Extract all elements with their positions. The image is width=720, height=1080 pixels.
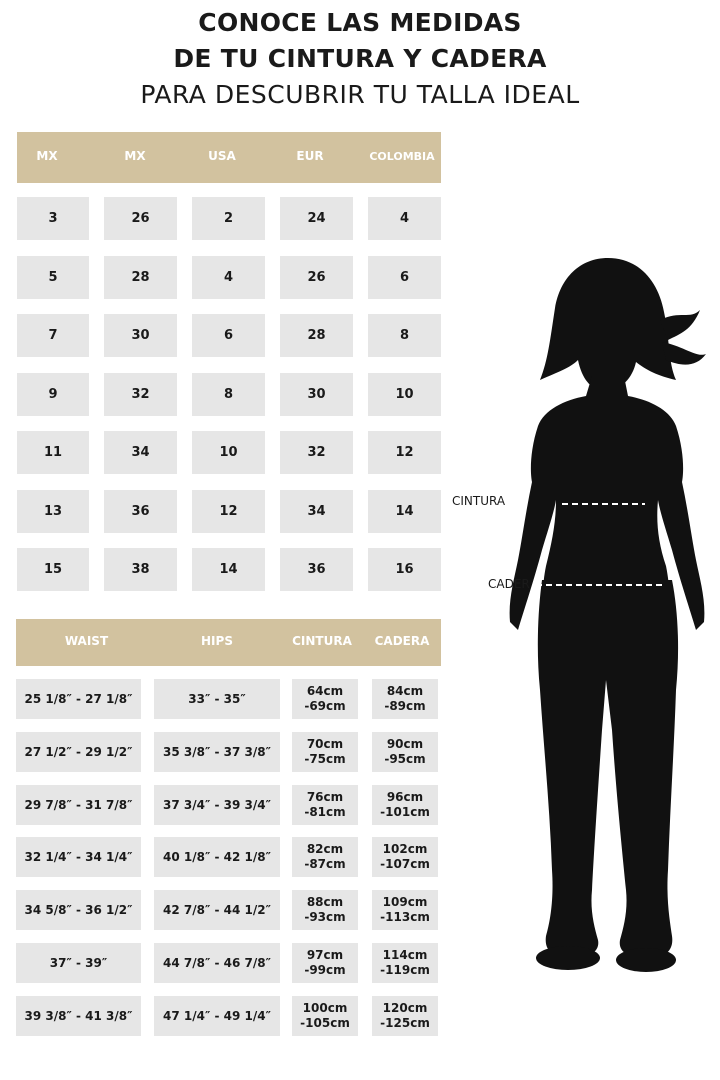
measure-cm-start: 70cm	[306, 737, 344, 751]
measure-cm-end: -107cm	[380, 857, 430, 871]
measure-cm-end: -101cm	[380, 805, 430, 819]
measure-cm-start: 120cm	[382, 1001, 428, 1015]
size-cell: 10	[368, 373, 441, 416]
size-cell: 4	[368, 197, 441, 240]
measure-cm-end: -69cm	[304, 699, 346, 713]
size-cell: 8	[368, 314, 441, 357]
size-cell: 7	[17, 314, 89, 357]
measure-cm-end: -119cm	[380, 963, 430, 977]
size-cell: 34	[104, 431, 177, 474]
measure-cm-start: 90cm	[386, 737, 424, 751]
measure-inch-cell: 29 7/8″ - 31 7/8″	[16, 785, 141, 825]
title-line-2: DE TU CINTURA Y CADERA	[173, 44, 547, 73]
measure-cm-cell	[292, 943, 358, 983]
measure-inch-cell: 37″ - 39″	[16, 943, 141, 983]
size-cell: 2	[192, 197, 265, 240]
size-header-mx-1: MX	[36, 149, 58, 163]
measure-header-cadera: CADERA	[374, 634, 430, 648]
measure-cm-end: -99cm	[304, 963, 346, 977]
size-cell: 12	[192, 490, 265, 533]
measure-cm-cell	[292, 679, 358, 719]
measure-cm-cell	[372, 785, 438, 825]
size-header-usa: USA	[208, 149, 236, 163]
measure-cm-cell	[292, 890, 358, 930]
measure-inch-cell: 33″ - 35″	[154, 679, 280, 719]
measure-cm-cell	[372, 996, 438, 1036]
measure-cm-start: 100cm	[302, 1001, 348, 1015]
size-cell: 26	[280, 256, 353, 299]
measure-cm-start: 76cm	[306, 790, 344, 804]
size-cell: 34	[280, 490, 353, 533]
waist-label: CINTURA	[452, 494, 506, 508]
measure-cm-cell	[292, 732, 358, 772]
measure-inch-cell: 37 3/4″ - 39 3/4″	[154, 785, 280, 825]
size-cell: 30	[104, 314, 177, 357]
size-cell: 16	[368, 548, 441, 591]
measure-cm-start: 97cm	[306, 948, 344, 962]
size-cell: 28	[280, 314, 353, 357]
measure-inch-cell: 42 7/8″ - 44 1/2″	[154, 890, 280, 930]
size-cell: 5	[17, 256, 89, 299]
measure-inch-cell: 35 3/8″ - 37 3/8″	[154, 732, 280, 772]
title-line-3: PARA DESCUBRIR TU TALLA IDEAL	[140, 80, 580, 109]
measure-cm-end: -113cm	[380, 910, 430, 924]
size-cell: 36	[280, 548, 353, 591]
size-cell: 28	[104, 256, 177, 299]
measure-cm-end: -75cm	[304, 752, 346, 766]
measure-header-cintura: CINTURA	[292, 634, 352, 648]
size-cell: 32	[104, 373, 177, 416]
measure-cm-cell	[372, 732, 438, 772]
size-header-eur: EUR	[296, 149, 324, 163]
title-line-1: CONOCE LAS MEDIDAS	[198, 8, 522, 37]
measure-cm-end: -81cm	[304, 805, 346, 819]
measure-inch-cell: 47 1/4″ - 49 1/4″	[154, 996, 280, 1036]
size-cell: 6	[368, 256, 441, 299]
size-cell: 10	[192, 431, 265, 474]
measure-cm-start: 84cm	[386, 684, 424, 698]
measure-cm-cell	[292, 996, 358, 1036]
size-header-colombia: COLOMBIA	[369, 150, 435, 163]
measure-inch-cell: 39 3/8″ - 41 3/8″	[16, 996, 141, 1036]
hip-label: CADER	[488, 577, 530, 591]
measure-cm-start: 109cm	[382, 895, 428, 909]
size-cell: 14	[368, 490, 441, 533]
measure-cm-end: -105cm	[300, 1016, 350, 1030]
measure-cm-end: -89cm	[384, 699, 426, 713]
measure-cm-cell	[372, 679, 438, 719]
measure-header-waist: WAIST	[64, 634, 109, 648]
measure-inch-cell: 34 5/8″ - 36 1/2″	[16, 890, 141, 930]
legs-shape	[538, 580, 678, 958]
measure-cm-start: 64cm	[306, 684, 344, 698]
measure-cm-start: 88cm	[306, 895, 344, 909]
size-cell: 12	[368, 431, 441, 474]
size-cell: 3	[17, 197, 89, 240]
size-cell: 11	[17, 431, 89, 474]
measure-inch-cell: 44 7/8″ - 46 7/8″	[154, 943, 280, 983]
size-cell: 32	[280, 431, 353, 474]
size-cell: 8	[192, 373, 265, 416]
measure-cm-cell	[372, 837, 438, 877]
measure-cm-start: 96cm	[386, 790, 424, 804]
measure-inch-cell: 40 1/8″ - 42 1/8″	[154, 837, 280, 877]
size-cell: 13	[17, 490, 89, 533]
size-cell: 26	[104, 197, 177, 240]
measure-cm-end: -93cm	[304, 910, 346, 924]
size-cell: 24	[280, 197, 353, 240]
size-cell: 38	[104, 548, 177, 591]
measure-inch-cell: 27 1/2″ - 29 1/2″	[16, 732, 141, 772]
size-cell: 9	[17, 373, 89, 416]
measure-cm-end: -125cm	[380, 1016, 430, 1030]
measure-cm-start: 82cm	[306, 842, 344, 856]
measure-cm-cell	[372, 890, 438, 930]
measure-cm-cell	[292, 785, 358, 825]
size-cell: 14	[192, 548, 265, 591]
measure-header-hips: HIPS	[201, 634, 233, 648]
size-cell: 4	[192, 256, 265, 299]
size-cell: 36	[104, 490, 177, 533]
measure-cm-end: -95cm	[384, 752, 426, 766]
size-cell: 15	[17, 548, 89, 591]
measure-cm-cell	[292, 837, 358, 877]
measure-inch-cell: 32 1/4″ - 34 1/4″	[16, 837, 141, 877]
size-cell: 30	[280, 373, 353, 416]
measure-inch-cell: 25 1/8″ - 27 1/8″	[16, 679, 141, 719]
size-cell: 6	[192, 314, 265, 357]
size-header-mx-2: MX	[124, 149, 146, 163]
measure-cm-start: 102cm	[382, 842, 428, 856]
measure-cm-cell	[372, 943, 438, 983]
measure-cm-start: 114cm	[382, 948, 428, 962]
hair-shape	[540, 258, 676, 392]
measure-cm-end: -87cm	[304, 857, 346, 871]
woman-silhouette	[500, 250, 720, 990]
